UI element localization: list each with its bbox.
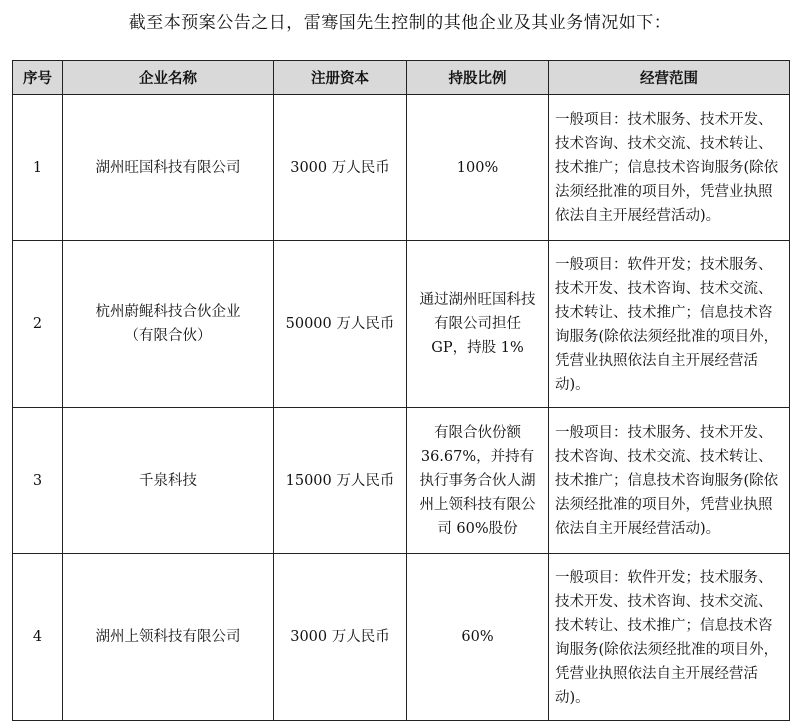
cell-holding: 100% bbox=[407, 95, 549, 241]
cell-no: 2 bbox=[13, 241, 63, 408]
table-row bbox=[13, 408, 790, 554]
cell-name: 千泉科技 bbox=[63, 408, 274, 554]
table-row bbox=[13, 95, 790, 241]
header-capital: 注册资本 bbox=[274, 61, 407, 95]
table-row bbox=[13, 554, 790, 721]
table-row bbox=[13, 241, 790, 408]
cell-no: 1 bbox=[13, 95, 63, 241]
cell-name: 湖州旺国科技有限公司 bbox=[63, 95, 274, 241]
header-scope: 经营范围 bbox=[549, 61, 790, 95]
cell-no: 4 bbox=[13, 554, 63, 721]
cell-capital: 3000 万人民币 bbox=[274, 554, 407, 721]
cell-name: 杭州蔚鲲科技合伙企业（有限合伙） bbox=[63, 241, 274, 408]
cell-capital: 3000 万人民币 bbox=[274, 95, 407, 241]
cell-holding: 通过湖州旺国科技有限公司担任 GP，持股 1% bbox=[407, 241, 549, 408]
cell-name: 湖州上领科技有限公司 bbox=[63, 554, 274, 721]
table-header-row bbox=[13, 61, 790, 95]
header-name: 企业名称 bbox=[63, 61, 274, 95]
cell-capital: 50000 万人民币 bbox=[274, 241, 407, 408]
header-holding: 持股比例 bbox=[407, 61, 549, 95]
cell-no: 3 bbox=[13, 408, 63, 554]
cell-scope: 一般项目：软件开发；技术服务、技术开发、技术咨询、技术交流、技术转让、技术推广；信息技术咨询服务(除依法须经批准的项目外，凭营业执照依法自主开展经营活动)。 bbox=[549, 241, 790, 408]
cell-capital: 15000 万人民币 bbox=[274, 408, 407, 554]
cell-holding: 有限合伙份额 36.67%，并持有执行事务合伙人湖州上领科技有限公司 60%股份 bbox=[407, 408, 549, 554]
cell-scope: 一般项目：技术服务、技术开发、技术咨询、技术交流、技术转让、技术推广；信息技术咨询服务(除依法须经批准的项目外，凭营业执照依法自主开展经营活动)。 bbox=[549, 95, 790, 241]
cell-holding: 60% bbox=[407, 554, 549, 721]
intro-paragraph: 截至本预案公告之日，雷骞国先生控制的其他企业及其业务情况如下： bbox=[128, 13, 672, 33]
header-no: 序号 bbox=[13, 61, 63, 95]
cell-scope: 一般项目：技术服务、技术开发、技术咨询、技术交流、技术转让、技术推广；信息技术咨询服务(除依法须经批准的项目外，凭营业执照依法自主开展经营活动)。 bbox=[549, 408, 790, 554]
cell-scope: 一般项目：软件开发；技术服务、技术开发、技术咨询、技术交流、技术转让、技术推广；信息技术咨询服务(除依法须经批准的项目外，凭营业执照依法自主开展经营活动)。 bbox=[549, 554, 790, 721]
affiliated-enterprises-table bbox=[12, 60, 790, 721]
